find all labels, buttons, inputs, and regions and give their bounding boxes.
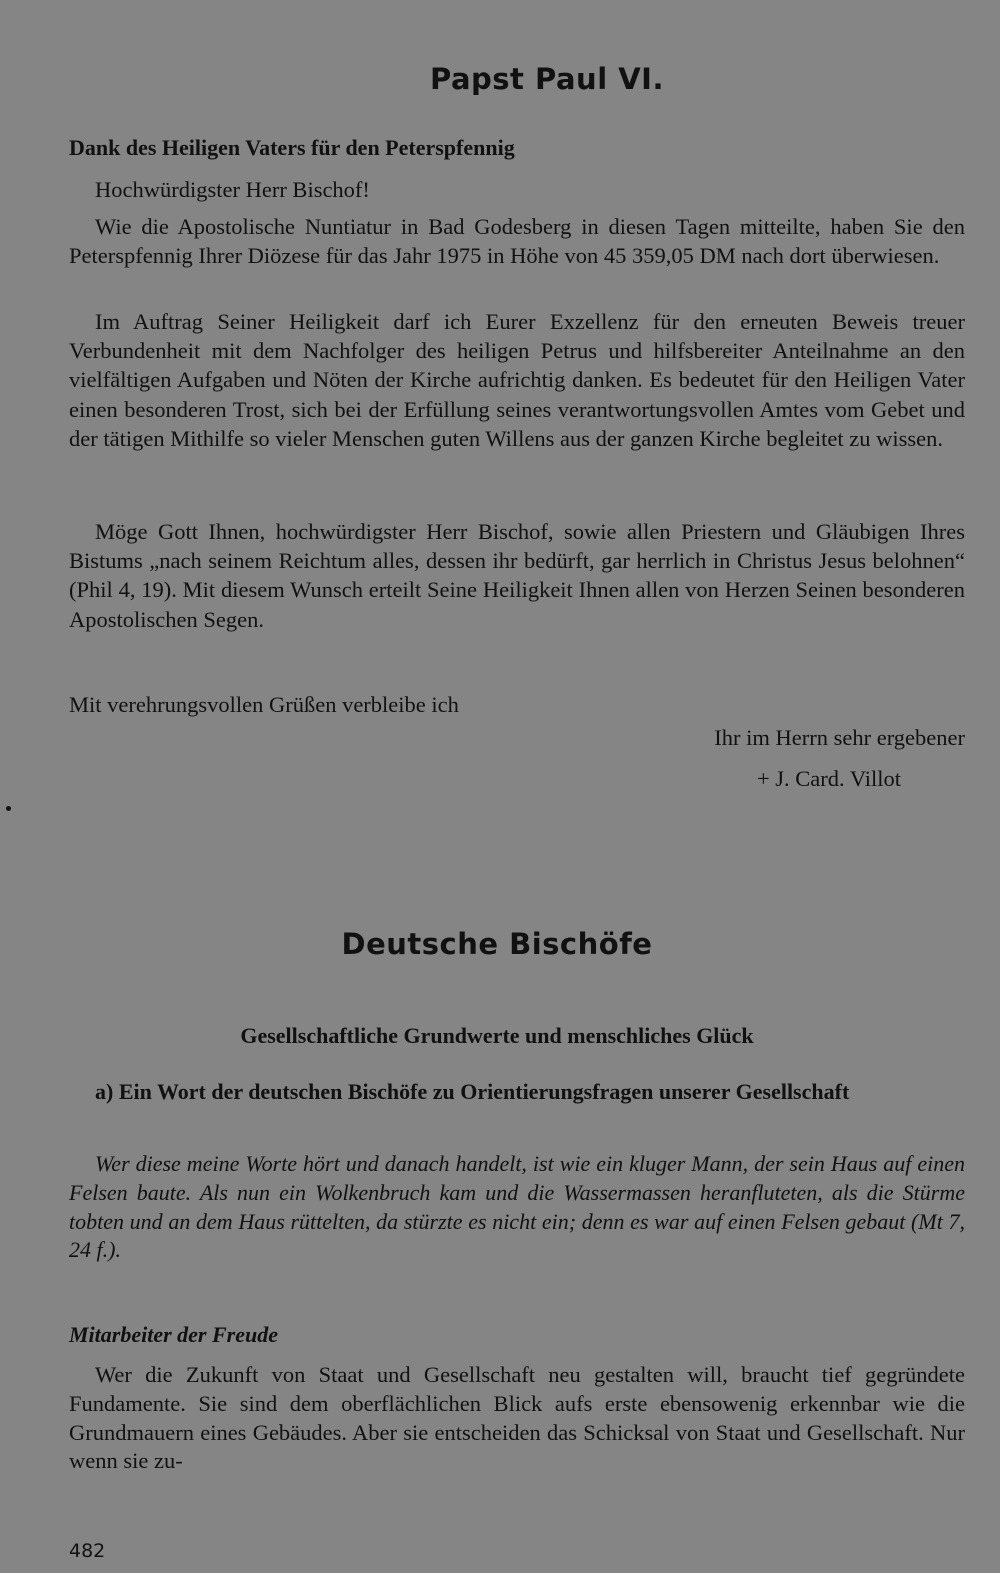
letter-paragraph-2: Im Auftrag Seiner Heiligkeit darf ich Eurer Exzellenz für den erneuten Beweis treuer Verbundenheit mit dem Nachfolger des heiligen Petrus und hilfsbereiter Anteilnahme an den vielfältigen Aufgaben und Nöten der Kirche aufrichtig danken. Es bedeutet für den Heiligen Vater einen besonderen Trost, sich bei der Erfüllung seines verantwortungsvollen Amtes vom Gebet und der tätigen Mithilfe so vieler Menschen guten Willens aus der ganzen Kirche begleitet zu wissen. — [69, 309, 965, 451]
signature-line-1: Ihr im Herrn sehr ergebener — [714, 725, 965, 750]
scripture-quote: Wer diese meine Worte hört und danach handelt, ist wie ein kluger Mann, der sein Haus auf einen Felsen baute. Als nun ein Wolkenbruch kam und die Wassermassen heranfluteten, als die Stürme tobten und an dem Haus rüttelten, da stürzte es nicht ein; denn es war auf einen Felsen gebaut (Mt 7, 24 f.). — [69, 1151, 965, 1263]
section-a-heading: a) Ein Wort der deutschen Bischöfe zu Orientierungsfragen unserer Gesellschaft — [95, 1079, 850, 1104]
letter-paragraph-1: Wie die Apostolische Nuntiatur in Bad Godesberg in diesen Tagen mitteilte, haben Sie den Peterspfennig Ihrer Diözese für das Jahr 1975 in Höhe von 45 359,05 DM nach dort überwiesen. — [69, 214, 965, 269]
letter-salutation: Hochwürdigster Herr Bischof! — [95, 177, 370, 202]
section-title-bischoefe: Deutsche Bischöfe — [341, 927, 653, 961]
document-subheading: Gesellschaftliche Grundwerte und menschliches Glück — [240, 1023, 754, 1048]
signature-line-2: + J. Card. Villot — [756, 766, 901, 791]
document-page — [69, 0, 965, 1573]
letter-closing: Mit verehrungsvollen Grüßen verbleibe ich — [69, 692, 459, 717]
page-number: 482 — [69, 1540, 106, 1562]
letter-subheading: Dank des Heiligen Vaters für den Peterspfennig — [69, 135, 515, 160]
letter-paragraph-3: Möge Gott Ihnen, hochwürdigster Herr Bischof, sowie allen Priestern und Gläubigen Ihres Bistums „nach seinem Reichtum alles, dessen ihr bedürft, gar herrlich in Christus Jesus belohnen“ (Phil 4, 19). Mit diesem Wunsch erteilt Seine Heiligkeit Ihnen allen von Herzen Seinen besonderen Apostolischen Segen. — [69, 519, 965, 632]
scan-speck — [6, 806, 11, 811]
section-title-papst: Papst Paul VI. — [429, 62, 664, 96]
body-paragraph: Wer die Zukunft von Staat und Gesellschaft neu gestalten will, braucht tief gegründete Fundamente. Sie sind dem oberflächlichen Blick aufs erste ebensowenig erkennbar wie die Grundmauern eines Gebäudes. Aber sie entscheiden das Schicksal von Staat und Gesellschaft. Nur wenn sie zu- — [69, 1362, 965, 1474]
subsection-title: Mitarbeiter der Freude — [69, 1322, 278, 1347]
